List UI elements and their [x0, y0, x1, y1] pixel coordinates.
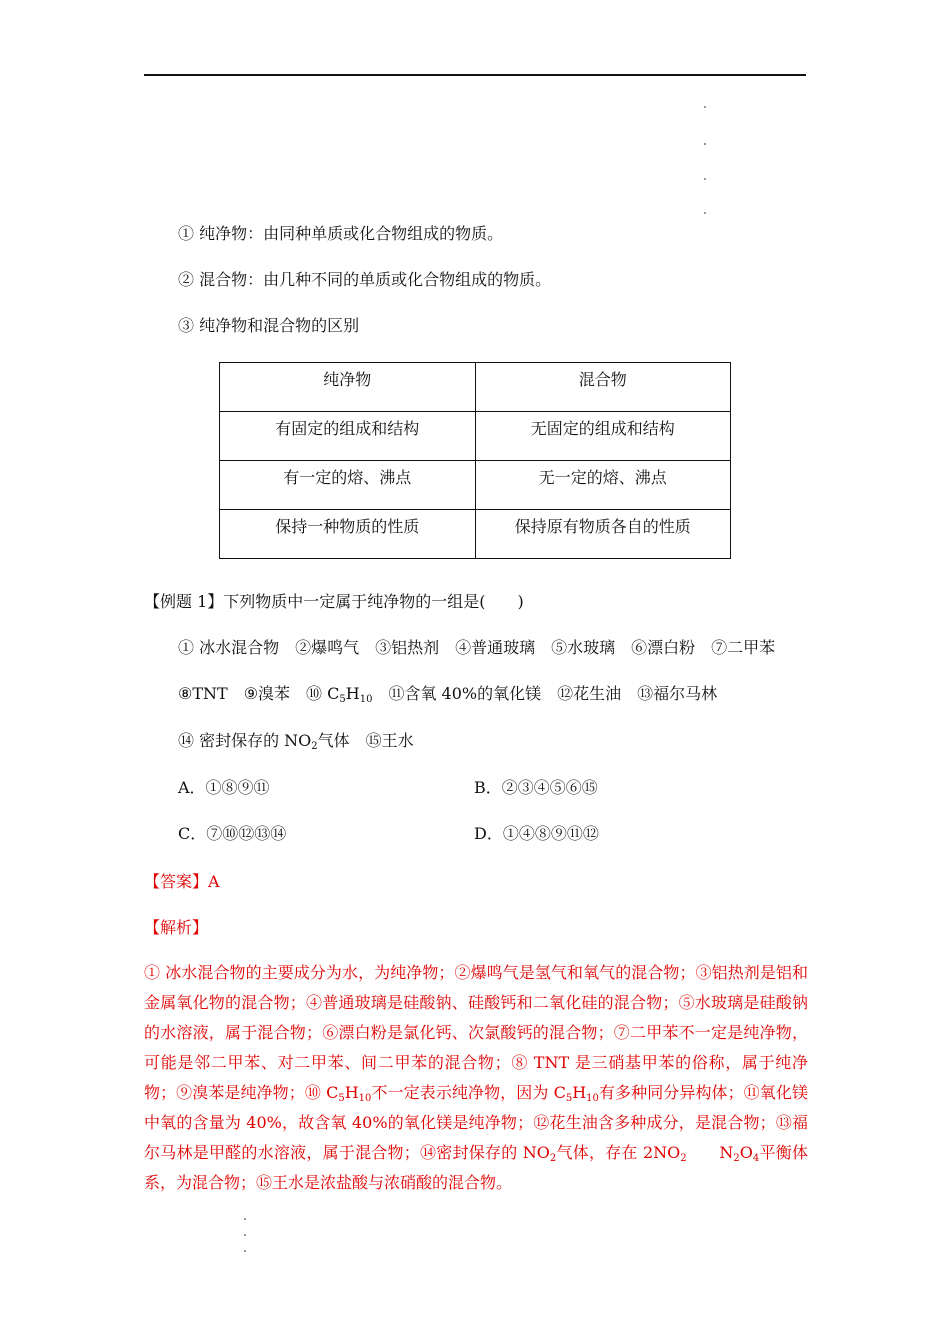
table-row: [220, 461, 731, 510]
table-row: [220, 412, 731, 461]
definition-pure: ① 纯净物：由同种单质或化合物组成的物质。: [178, 224, 504, 243]
option-b: B．②③④⑤⑥⑮: [474, 778, 598, 797]
example-items-line1: ① 冰水混合物 ②爆鸣气 ③铝热剂 ④普通玻璃 ⑤水玻璃 ⑥漂白粉 ⑦二甲苯: [178, 638, 776, 657]
table-cell: 无一定的熔、沸点: [475, 461, 731, 510]
table-header-cell: 纯净物: [220, 363, 476, 412]
analysis-paragraph: ① 冰水混合物的主要成分为水，为纯净物；②爆鸣气是氢气和氧气的混合物；③铝热剂是铝和金属氧化物的混合物；④普通玻璃是硅酸钠、硅酸钙和二氧化硅的混合物；⑤水玻璃是硅酸钠的水溶液，属于混合物；⑥漂白粉是氯化钙、次氯酸钙的混合物；⑦二甲苯不一定是纯净物，可能是邻二甲苯、对二甲苯、间二甲苯的混合物；⑧ TNT 是三硝基甲苯的俗称，属于纯净物；⑨溴苯是纯净物；⑩ $C_5H_{10}$不一定表示纯净物，因为 $C_5H_{10}$有多种同分异构体；⑪氧化镁中氧的含量为 40%，故含氧 40%的氧化镁是纯净物；⑫花生油含多种成分，是混合物；⑬福尔马林是甲醛的水溶液，属于混合物；⑭密封保存的 $NO_2$气体，存在 $2NO_2$ $N_2O_4$平衡体系，为混合物；⑮王水是浓盐酸与浓硝酸的混合物。: [144, 963, 808, 1192]
option-d: D．①④⑧⑨⑪⑫: [474, 824, 599, 843]
example-items-line3: ⑭ 密封保存的 $NO_2$气体 ⑮王水: [178, 731, 414, 752]
margin-mark: [704, 106, 706, 108]
example-title: 【例题 1】下列物质中一定属于纯净物的一组是( ): [144, 592, 524, 611]
option-c: C．⑦⑩⑫⑬⑭: [178, 824, 287, 843]
comparison-table: [219, 362, 731, 559]
table-cell: 无固定的组成和结构: [475, 412, 731, 461]
definition-mixture: ② 混合物：由几种不同的单质或化合物组成的物质。: [178, 270, 552, 289]
example-items-line2: ⑧TNT ⑨溴苯 ⑩ $C_5H_{10}$ ⑪含氧 40%的氧化镁 ⑫花生油 ⑬福尔马林: [178, 684, 718, 705]
analysis-label: 【解析】: [144, 918, 209, 937]
table-cell: 有一定的熔、沸点: [220, 461, 476, 510]
margin-mark: [244, 1250, 246, 1252]
table-header-row: [220, 363, 731, 412]
margin-mark: [244, 1218, 246, 1220]
margin-mark: [704, 178, 706, 180]
definition-difference: ③ 纯净物和混合物的区别: [178, 316, 360, 335]
header-rule: [144, 74, 806, 76]
table-cell: 保持一种物质的性质: [220, 510, 476, 559]
margin-mark: [704, 212, 706, 214]
margin-mark: [244, 1234, 246, 1236]
table-cell: 保持原有物质各自的性质: [475, 510, 731, 559]
table-row: [220, 510, 731, 559]
margin-mark: [704, 143, 706, 145]
table-cell: 有固定的组成和结构: [220, 412, 476, 461]
answer-line: 【答案】A: [144, 872, 220, 891]
table-header-cell: 混合物: [475, 363, 731, 412]
option-a: A．①⑧⑨⑪: [178, 778, 270, 797]
